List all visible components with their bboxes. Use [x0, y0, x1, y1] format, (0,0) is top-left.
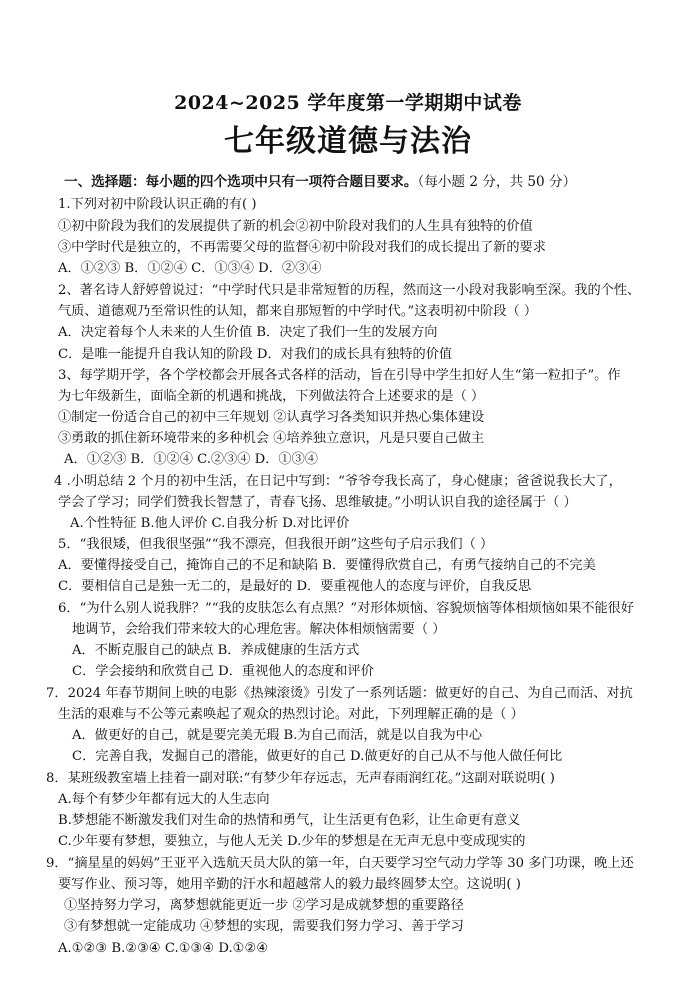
- question-9-stem: 9．“摘星星的妈妈”王亚平入选航天员大队的第一年，白天要学习空气动力学等 30 多门功课，晚上还: [46, 856, 634, 871]
- question-6-stem: 6．“为什么别人说我胖？”“我的皮肤怎么有点黑？”对形体烦恼、容貌烦恼等体相烦恼如果不能很好: [58, 601, 635, 616]
- section-heading-text: 一、选择题：每小题的四个选项中只有一项符合题目要求。: [64, 174, 418, 190]
- question-5-options: A．要懂得接受自己，掩饰自己的不足和缺陷 B．要懂得欣赏自己，有勇气接纳自己的不完美: [58, 558, 596, 573]
- question-9-statement: ①坚持努力学习，离梦想就能更近一步 ②学习是成就梦想的重要路径: [64, 898, 464, 913]
- question-4-stem: 4 .小明总结 2 个月的初中生活，在日记中写到：“爷爷夸我长高了，身心健康；爸爸说我长大了，: [54, 474, 622, 489]
- question-3-statement: ③勇敢的抓住新环境带来的多种机会 ④培养独立意识，凡是只要自己做主: [58, 431, 485, 446]
- question-7-options: C．完善自我，发掘自己的潜能，做更好的自己 D.做更好的自己从不与他人做任何比: [72, 749, 563, 764]
- question-7-stem: 7．2024 年春节期间上映的电影《热辣滚烫》引发了一系列话题：做更好的自己、为自己而活、对抗: [46, 686, 633, 701]
- question-9-stem: 要写作业、预习等，她用辛勤的汗水和超越常人的毅力最终圆梦太空。这说明( ): [58, 877, 521, 892]
- question-6-stem: 地调节，会给我们带来较大的心理危害。解决体相烦恼需要（ ）: [72, 622, 446, 637]
- question-8-option: B.梦想能不断激发我们对生命的热情和勇气，让生活更有色彩，让生命更有意义: [58, 813, 521, 828]
- question-4-options: A.个性特征 B.他人评价 C.自我分析 D.对比评价: [70, 516, 350, 531]
- question-6-options: A．不断克服自己的缺点 B．养成健康的生活方式: [72, 643, 360, 658]
- exam-year-title: 2024~2025 学年度第一学期期中试卷: [174, 92, 522, 114]
- question-1-options: A．①②③ B．①②④ C．①③④ D．②③④: [58, 261, 322, 276]
- question-2-options: C．是唯一能提升自我认知的阶段 D．对我们的成长具有独特的价值: [58, 347, 453, 362]
- question-8-option: A.每个有梦少年都有远大的人生志向: [58, 792, 270, 807]
- question-2-options: A．决定着每个人未来的人生价值 B．决定了我们一生的发展方向: [58, 325, 438, 340]
- question-7-stem: 生活的艰难与不公等元素唤起了观众的热烈讨论。对此，下列理解正确的是（ ）: [58, 707, 524, 722]
- question-3-statement: ①制定一份适合自己的初中三年规划 ②认真学习各类知识并热心集体建设: [58, 410, 485, 425]
- question-3-options: A．①②③ B．①②④ C.②③④ D．①③④: [64, 452, 318, 467]
- question-3-stem: 为七年级新生，面临全新的机遇和挑战，下列做法符合上述要求的是（ ）: [58, 389, 485, 404]
- section-score-note: （每小题 2 分，共 50 分）: [417, 174, 577, 190]
- question-2-stem: 气质、道德观乃至常识性的认知，都来自那短暂的中学时代。”这表明初中阶段（ ）: [58, 304, 538, 319]
- question-1-statement: ①初中阶段为我们的发展提供了新的机会②初中阶段对我们的人生具有独特的价值: [58, 219, 533, 234]
- exam-subject-title: 七年级道德与法治: [224, 124, 472, 159]
- question-9-statement: ③有梦想就一定能成功 ④梦想的实现，需要我们努力学习、善于学习: [64, 919, 464, 934]
- question-6-options: C．学会接纳和欣赏自己 D．重视他人的态度和评价: [72, 664, 374, 679]
- question-7-options: A．做更好的自己，就是要完美无瑕 B.为自己而活，就是以自我为中心: [72, 728, 483, 743]
- question-2-stem: 2、著名诗人舒婷曾说过：“中学时代只是非常短暂的历程，然而这一小段对我影响至深。我的个性、: [58, 283, 641, 298]
- question-3-stem: 3、每学期开学，各个学校都会开展各式各样的活动，旨在引导中学生扣好人生“第一粒扣子”。作: [58, 368, 621, 383]
- question-1-statement: ③中学时代是独立的，不再需要父母的监督④初中阶段对我们的成长提出了新的要求: [58, 240, 546, 255]
- question-5-options: C．要相信自己是独一无二的，是最好的 D．要重视他人的态度与评价，自我反思: [58, 579, 532, 594]
- question-4-stem: 学会了学习；同学们赞我长智慧了，青春飞扬、思维敏捷。”小明认识自我的途径属于（ ）: [58, 495, 577, 510]
- question-1-stem: 1.下列对初中阶段认识正确的有( ): [58, 197, 257, 212]
- question-9-options: A.①②③ B.②③④ C.①③④ D.①②④: [58, 941, 269, 956]
- question-5-stem: 5．“我很矮，但我很坚强”“我不漂亮，但我很开朗”这些句子启示我们（ ）: [58, 537, 494, 552]
- question-8-stem: 8．某班级教室墙上挂着一副对联:“有梦少年存远志，无声春雨润红花。”这副对联说明( ): [46, 771, 555, 786]
- question-8-options: C.少年要有梦想，要独立，与他人无关 D.少年的梦想是在无声无息中变成现实的: [58, 834, 526, 849]
- section-heading: [64, 174, 576, 190]
